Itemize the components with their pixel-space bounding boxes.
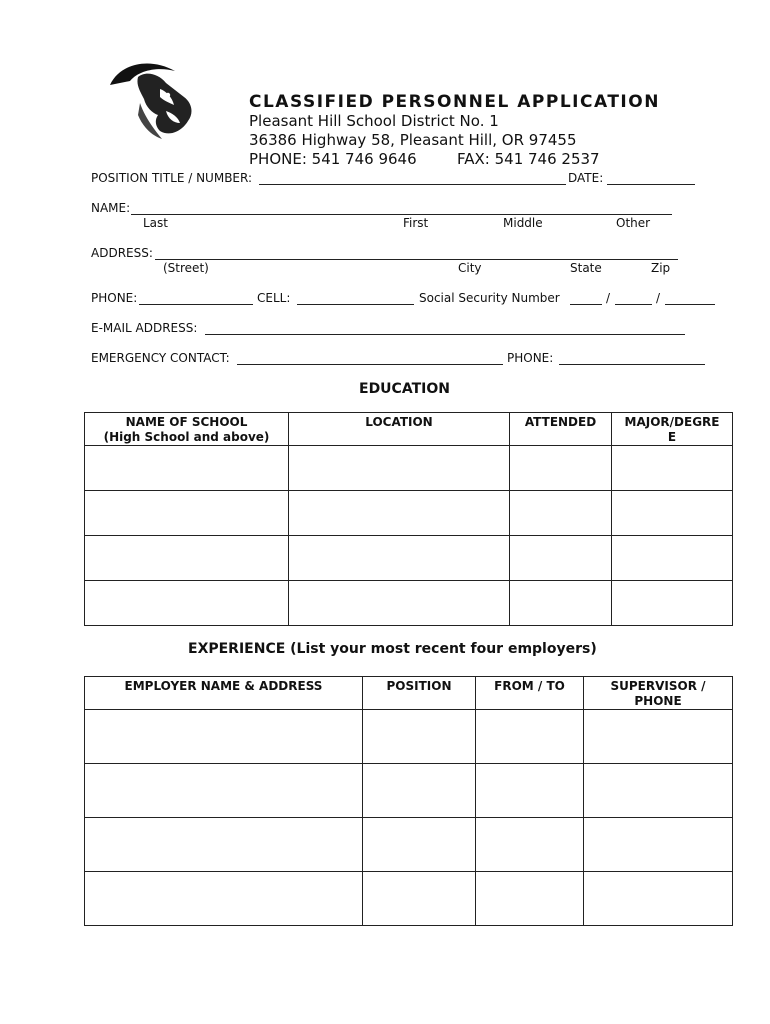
experience-header-employer: EMPLOYER NAME & ADDRESS bbox=[85, 677, 363, 710]
experience-cell[interactable] bbox=[85, 710, 363, 764]
education-cell[interactable] bbox=[289, 581, 510, 626]
experience-cell[interactable] bbox=[363, 764, 476, 818]
ssn-field-2[interactable] bbox=[615, 304, 652, 305]
education-cell[interactable] bbox=[612, 491, 733, 536]
experience-row bbox=[85, 872, 733, 926]
cell-label: CELL: bbox=[257, 291, 291, 305]
education-header-location: LOCATION bbox=[289, 413, 510, 446]
experience-header-supervisor: SUPERVISOR / PHONE bbox=[584, 677, 733, 710]
experience-cell[interactable] bbox=[584, 710, 733, 764]
address-sub-state: State bbox=[570, 261, 602, 275]
experience-cell[interactable] bbox=[584, 764, 733, 818]
education-cell[interactable] bbox=[289, 536, 510, 581]
ssn-label: Social Security Number bbox=[419, 291, 560, 305]
goat-logo-icon bbox=[100, 55, 200, 145]
experience-header-dates: FROM / TO bbox=[476, 677, 584, 710]
education-cell[interactable] bbox=[85, 536, 289, 581]
education-header-major: MAJOR/DEGRE E bbox=[612, 413, 733, 446]
address-sub-street: (Street) bbox=[163, 261, 209, 275]
experience-cell[interactable] bbox=[85, 818, 363, 872]
name-sub-middle: Middle bbox=[503, 216, 543, 230]
experience-cell[interactable] bbox=[85, 764, 363, 818]
name-sub-last: Last bbox=[143, 216, 168, 230]
address-label: ADDRESS: bbox=[91, 246, 153, 260]
education-table bbox=[84, 412, 733, 626]
district-name: Pleasant Hill School District No. 1 bbox=[249, 112, 499, 130]
experience-cell[interactable] bbox=[363, 872, 476, 926]
experience-header-position: POSITION bbox=[363, 677, 476, 710]
date-label: DATE: bbox=[568, 171, 604, 185]
phone-field[interactable] bbox=[139, 304, 253, 305]
education-cell[interactable] bbox=[612, 581, 733, 626]
address-sub-zip: Zip bbox=[651, 261, 671, 275]
phone-label: PHONE: bbox=[91, 291, 138, 305]
education-cell[interactable] bbox=[510, 446, 612, 491]
experience-row bbox=[85, 818, 733, 872]
education-cell[interactable] bbox=[510, 536, 612, 581]
emergency-contact-label: EMERGENCY CONTACT: bbox=[91, 351, 230, 365]
experience-cell[interactable] bbox=[363, 818, 476, 872]
experience-cell[interactable] bbox=[476, 818, 584, 872]
experience-cell[interactable] bbox=[85, 872, 363, 926]
district-phone: PHONE: 541 746 9646 bbox=[249, 150, 417, 168]
education-cell[interactable] bbox=[85, 581, 289, 626]
name-sub-other: Other bbox=[616, 216, 651, 230]
position-label: POSITION TITLE / NUMBER: bbox=[91, 171, 253, 185]
emergency-phone-field[interactable] bbox=[559, 364, 705, 365]
name-sub-first: First bbox=[403, 216, 429, 230]
position-field[interactable] bbox=[259, 184, 566, 185]
education-title: EDUCATION bbox=[359, 381, 450, 397]
education-cell[interactable] bbox=[510, 581, 612, 626]
emergency-contact-field[interactable] bbox=[237, 364, 503, 365]
education-row bbox=[85, 491, 733, 536]
name-label: NAME: bbox=[91, 201, 131, 215]
district-address: 36386 Highway 58, Pleasant Hill, OR 97455 bbox=[249, 131, 577, 149]
ssn-field-3[interactable] bbox=[665, 304, 715, 305]
education-cell[interactable] bbox=[85, 491, 289, 536]
education-cell[interactable] bbox=[612, 446, 733, 491]
experience-table bbox=[84, 676, 733, 926]
experience-row bbox=[85, 710, 733, 764]
ssn-field-1[interactable] bbox=[570, 304, 602, 305]
education-header-school: NAME OF SCHOOL (High School and above) bbox=[85, 413, 289, 446]
education-header-attended: ATTENDED bbox=[510, 413, 612, 446]
name-field[interactable] bbox=[131, 214, 672, 215]
experience-cell[interactable] bbox=[584, 872, 733, 926]
education-cell[interactable] bbox=[510, 491, 612, 536]
experience-cell[interactable] bbox=[584, 818, 733, 872]
ssn-separator-2: / bbox=[656, 291, 661, 305]
cell-field[interactable] bbox=[297, 304, 414, 305]
experience-row bbox=[85, 764, 733, 818]
experience-cell[interactable] bbox=[363, 710, 476, 764]
education-row bbox=[85, 536, 733, 581]
experience-cell[interactable] bbox=[476, 764, 584, 818]
date-field[interactable] bbox=[607, 184, 695, 185]
education-cell[interactable] bbox=[85, 446, 289, 491]
address-field[interactable] bbox=[155, 259, 678, 260]
education-row bbox=[85, 446, 733, 491]
education-cell[interactable] bbox=[612, 536, 733, 581]
email-field[interactable] bbox=[205, 334, 685, 335]
experience-cell[interactable] bbox=[476, 872, 584, 926]
ssn-separator-1: / bbox=[606, 291, 611, 305]
email-label: E-MAIL ADDRESS: bbox=[91, 321, 198, 335]
experience-cell[interactable] bbox=[476, 710, 584, 764]
emergency-phone-label: PHONE: bbox=[507, 351, 554, 365]
education-row bbox=[85, 581, 733, 626]
experience-title: EXPERIENCE (List your most recent four employers) bbox=[188, 641, 597, 657]
district-fax: FAX: 541 746 2537 bbox=[457, 150, 600, 168]
form-title: CLASSIFIED PERSONNEL APPLICATION bbox=[249, 92, 660, 112]
education-cell[interactable] bbox=[289, 446, 510, 491]
education-cell[interactable] bbox=[289, 491, 510, 536]
address-sub-city: City bbox=[458, 261, 482, 275]
